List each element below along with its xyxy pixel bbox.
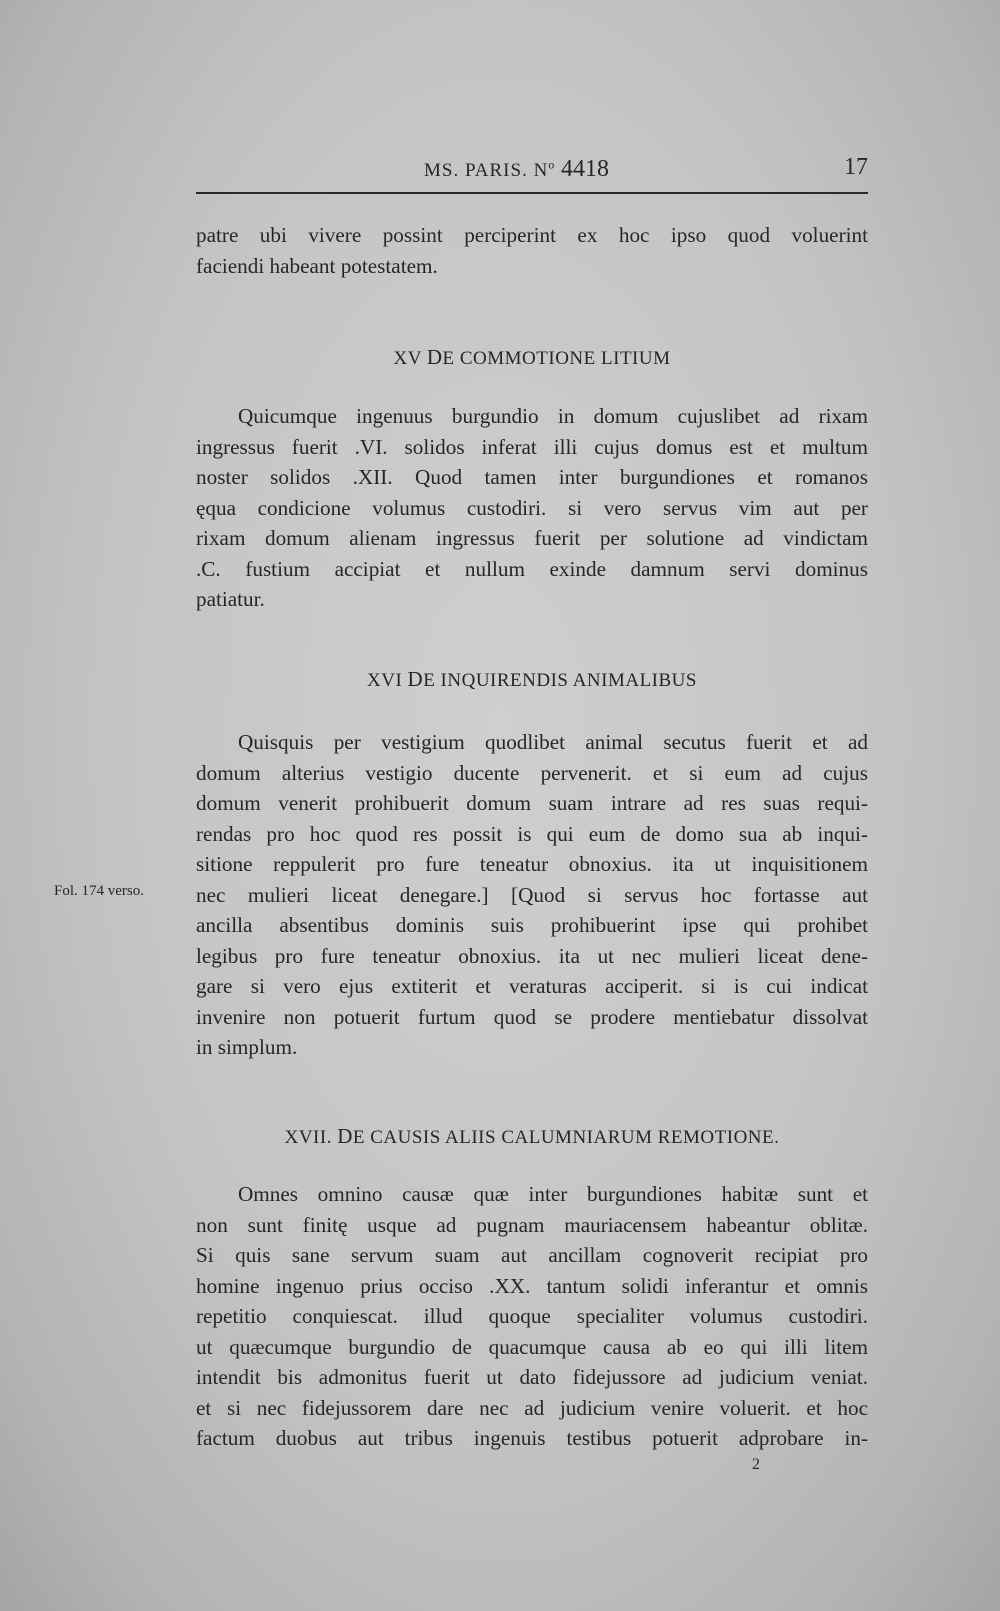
text-line: invenire non potuerit furtum quod se prodere mentiebatur dissolvat [196,1004,868,1029]
intro-paragraph [196,220,868,281]
section-heading-17 [196,1124,868,1149]
folio-margin-note: Fol. 174 verso. [54,883,144,899]
text-line: rendas pro hoc quod res possit is qui eum de domo sua ab inqui- [196,821,868,846]
text-line: sitione reppulerit pro fure teneatur obnoxius. ita ut inquisitionem [196,852,868,876]
text-line: faciendi habeant potestatem. [196,253,438,278]
text-line: non sunt finitę usque ad pugnam mauriacensem habeantur oblitæ. [196,1212,868,1237]
text-line: rixam domum alienam ingressus fuerit per solutione ad vindictam [196,526,868,550]
section-title-initial: D [407,667,424,691]
text-line: Quicumque ingenuus burgundio in domum cujuslibet ad rixam [238,404,868,428]
section-heading-16 [196,667,868,692]
section-title-initial: D [426,345,443,369]
signature-mark: 2 [752,1456,760,1473]
text-line: homine ingenuo prius occiso .XX. tantum solidi inferantur et omnis [196,1273,868,1298]
text-line: intendit bis admonitus fuerit ut dato fidejussore ad judicium veniat. [196,1365,868,1389]
text-line: in simplum. [196,1035,298,1059]
text-line: .C. fustium accipiat et nullum exinde damnum servi dominus [196,556,868,581]
text-line: ingressus fuerit .VI. solidos inferat illi cujus domus est et multum [196,434,868,459]
text-line: et si nec fidejussorem dare nec ad judicium venire voluerit. et hoc [196,1395,868,1420]
text-line: nec mulieri liceat denegare.] [Quod si servus hoc fortasse aut [196,882,868,907]
text-line: noster solidos .XII. Quod tamen inter burgundiones et romanos [196,465,868,489]
running-header [196,150,868,190]
section-number: XVII. [284,1127,332,1148]
section-heading-15 [196,345,868,370]
section-title: E CAUSIS ALIIS CALUMNIARUM REMOTIONE. [352,1127,780,1148]
text-line: patre ubi vivere possint perciperint ex hoc ipso quod voluerint [196,223,868,247]
section-title-initial: D [337,1124,353,1148]
section-number: XV [393,348,422,369]
text-line: ęqua condicione volumus custodiri. si vero servus vim aut per [196,495,868,520]
running-title-superscript: o [548,157,556,172]
text-line: Quisquis per vestigium quodlibet animal secutus fuerit et ad [238,730,868,754]
text-line: repetitio conquiescat. illud quoque specialiter volumus custodiri. [196,1304,868,1328]
text-line: patiatur. [196,587,265,611]
section-title: E INQUIRENDIS ANIMALIBUS [423,670,697,691]
paragraph-15 [196,401,868,615]
text-line: ancilla absentibus dominis suis prohibuerint ipse qui prohibet [196,913,868,937]
text-line: factum duobus aut tribus ingenuis testibus potuerit adprobare in- [196,1426,868,1450]
text-line: ut quæcumque burgundio de quacumque causa ab eo qui illi litem [196,1334,868,1359]
text-line: domum alterius vestigio ducente pervenerit. et si eum ad cujus [196,760,868,785]
text-line: legibus pro fure teneatur obnoxius. ita ut nec mulieri liceat dene- [196,943,868,968]
text-line: gare si vero ejus extiterit et veraturas acciperit. si is cui indicat [196,974,868,998]
text-line: Omnes omnino causæ quæ inter burgundiones habitæ sunt et [238,1182,868,1206]
text-line: domum venerit prohibuerit domum suam intrare ad res suas requi- [196,791,868,815]
paragraph-17 [196,1179,868,1454]
section-number: XVI [367,670,403,691]
page-number: 17 [844,154,868,180]
paragraph-16 [196,727,868,1063]
text-line: Si quis sane servum suam aut ancillam cognoverit recipiat pro [196,1243,868,1267]
running-title-number: 4418 [561,156,610,182]
header-rule [196,192,868,194]
running-title [424,156,609,183]
running-title-prefix: MS. PARIS. N [424,160,549,181]
section-title: E COMMOTIONE LITIUM [442,348,671,369]
